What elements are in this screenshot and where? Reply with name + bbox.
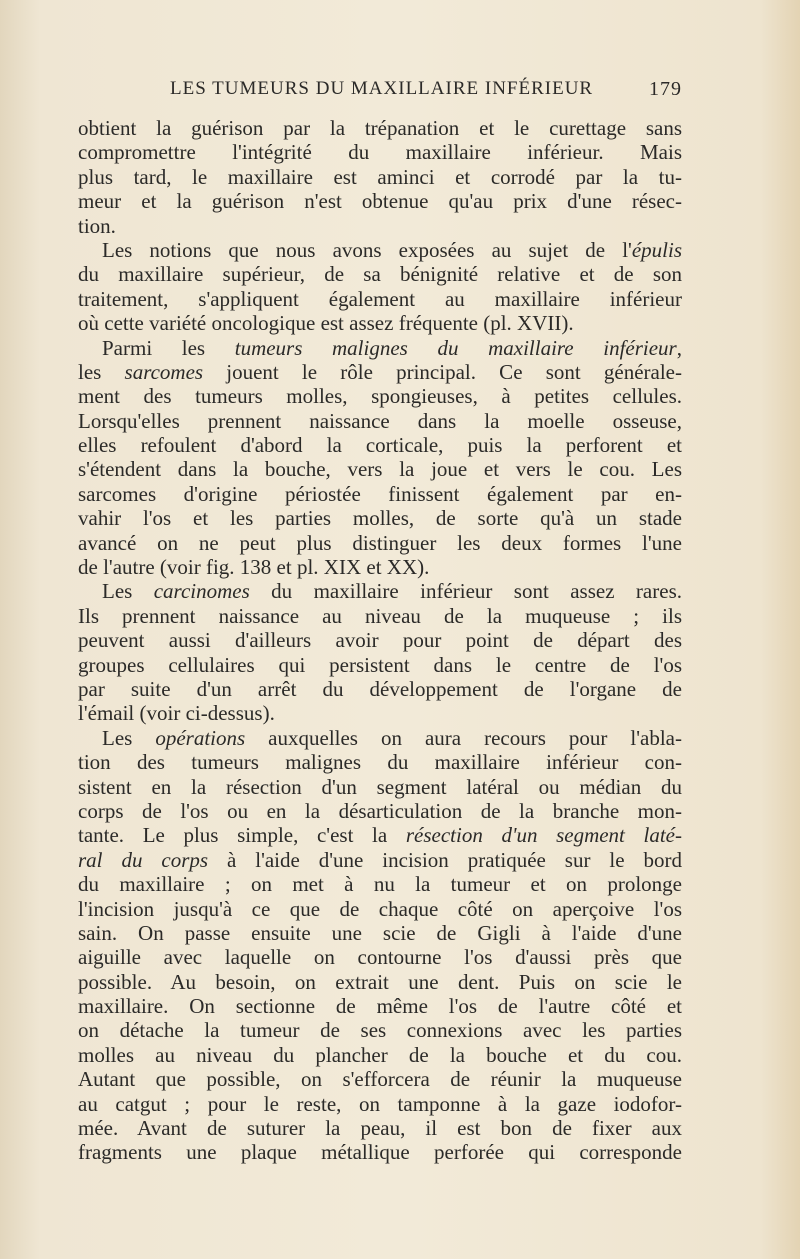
running-title: LES TUMEURS DU MAXILLAIRE INFÉRIEUR xyxy=(170,78,594,99)
text-line xyxy=(78,336,682,360)
italic-term: carcinomes xyxy=(153,579,250,604)
page-number: 179 xyxy=(649,78,682,100)
text-line xyxy=(78,823,682,847)
text-line xyxy=(78,848,682,872)
italic-term: tumeurs malignes du maxillaire inférieur xyxy=(234,335,677,360)
text-line: Ils prennent naissance au niveau de la muqueuse ; ils xyxy=(78,603,682,628)
page-header xyxy=(78,78,682,104)
italic-term: sarcomes xyxy=(124,359,204,384)
text-line: aiguille avec laquelle on contourne l'os d'aussi près que xyxy=(78,945,682,970)
text-line: elles refoulent d'abord la corticale, puis la perforent et xyxy=(78,433,682,458)
text-line: sarcomes d'origine périostée finissent également par en- xyxy=(78,481,682,506)
text-line xyxy=(78,579,682,603)
text-line: groupes cellulaires qui persistent dans le centre de l'os xyxy=(78,652,682,677)
text-line: l'incision jusqu'à ce que de chaque côté on aperçoive l'os xyxy=(78,896,682,921)
text-run: Parmi les xyxy=(102,335,235,360)
text-line xyxy=(78,360,682,384)
text-line: obtient la guérison par la trépanation et le curettage sans xyxy=(78,116,682,140)
text-run: tante. Le plus simple, c'est la xyxy=(78,823,406,848)
text-run: jouent le rôle principal. Ce sont générale- xyxy=(203,359,682,384)
text-run: auxquelles on aura recours pour l'abla- xyxy=(245,725,682,750)
text-line: ment des tumeurs molles, spongieuses, à petites cellules. xyxy=(78,384,682,409)
text-line: peuvent aussi d'ailleurs avoir pour point de départ des xyxy=(78,628,682,653)
text-line: vahir l'os et les parties molles, de sorte qu'à un stade xyxy=(78,506,682,531)
text-line: sain. On passe ensuite une scie de Gigli à l'aide d'une xyxy=(78,920,682,945)
text-run: Les xyxy=(102,725,156,750)
text-line: avancé on ne peut plus distinguer les deux formes l'une xyxy=(78,530,682,555)
text-line: l'émail (voir ci-dessus). xyxy=(78,701,275,726)
text-line xyxy=(78,726,682,750)
text-line: mée. Avant de suturer la peau, il est bon de fixer aux xyxy=(78,1116,682,1141)
text-line: tion des tumeurs malignes du maxillaire inférieur con- xyxy=(78,750,682,775)
text-line: au catgut ; pour le reste, on tamponne à la gaze iodofor- xyxy=(78,1091,682,1116)
text-line: plus tard, le maxillaire est aminci et corrodé par la tu- xyxy=(78,164,682,189)
italic-term: résection d'un segment laté- xyxy=(405,823,682,848)
text-line: de l'autre (voir fig. 138 et pl. XIX et XX). xyxy=(78,555,430,580)
text-run: à l'aide d'une incision pratiquée sur le bord xyxy=(208,847,682,872)
text-run: Les notions que nous avons exposées au sujet de l' xyxy=(102,237,632,262)
text-line: possible. Au besoin, on extrait une dent. Puis on scie le xyxy=(78,969,682,994)
italic-term: ral du corps xyxy=(78,847,209,872)
text-line: traitement, s'appliquent également au maxillaire inférieur xyxy=(78,286,682,311)
text-run: Les xyxy=(102,579,154,604)
text-line: fragments une plaque métallique perforée qui corresponde xyxy=(78,1140,682,1165)
text-line: s'étendent dans la bouche, vers la joue et vers le cou. Les xyxy=(78,457,682,482)
text-line: Autant que possible, on s'efforcera de réunir la muqueuse xyxy=(78,1067,682,1092)
text-line: par suite d'un arrêt du développement de l'organe de xyxy=(78,676,682,701)
text-line: meur et la guérison n'est obtenue qu'au prix d'une résec- xyxy=(78,189,682,214)
text-line: du maxillaire supérieur, de sa bénignité relative et de son xyxy=(78,262,682,287)
text-line: tion. xyxy=(78,213,116,238)
italic-term: opérations xyxy=(155,725,246,750)
text-line: du maxillaire ; on met à nu la tumeur et on prolonge xyxy=(78,872,682,897)
text-line: molles au niveau du plancher de la bouche et du cou. xyxy=(78,1042,682,1067)
text-line: corps de l'os ou en la désarticulation de la branche mon- xyxy=(78,798,682,823)
body-text xyxy=(78,116,682,1165)
text-line: sistent en la résection d'un segment latéral ou médian du xyxy=(78,774,682,799)
text-line: maxillaire. On sectionne de même l'os de l'autre côté et xyxy=(78,994,682,1019)
text-run: du maxillaire inférieur sont assez rares. xyxy=(249,579,682,604)
text-line: Lorsqu'elles prennent naissance dans la moelle osseuse, xyxy=(78,408,682,433)
text-run: , xyxy=(676,335,682,360)
text-line: où cette variété oncologique est assez fréquente (pl. XVII). xyxy=(78,311,574,336)
italic-term: épulis xyxy=(631,237,682,262)
text-run: les xyxy=(78,359,125,384)
text-line: compromettre l'intégrité du maxillaire inférieur. Mais xyxy=(78,140,682,165)
text-line xyxy=(78,238,682,262)
text-line: on détache la tumeur de ses connexions avec les parties xyxy=(78,1018,682,1043)
